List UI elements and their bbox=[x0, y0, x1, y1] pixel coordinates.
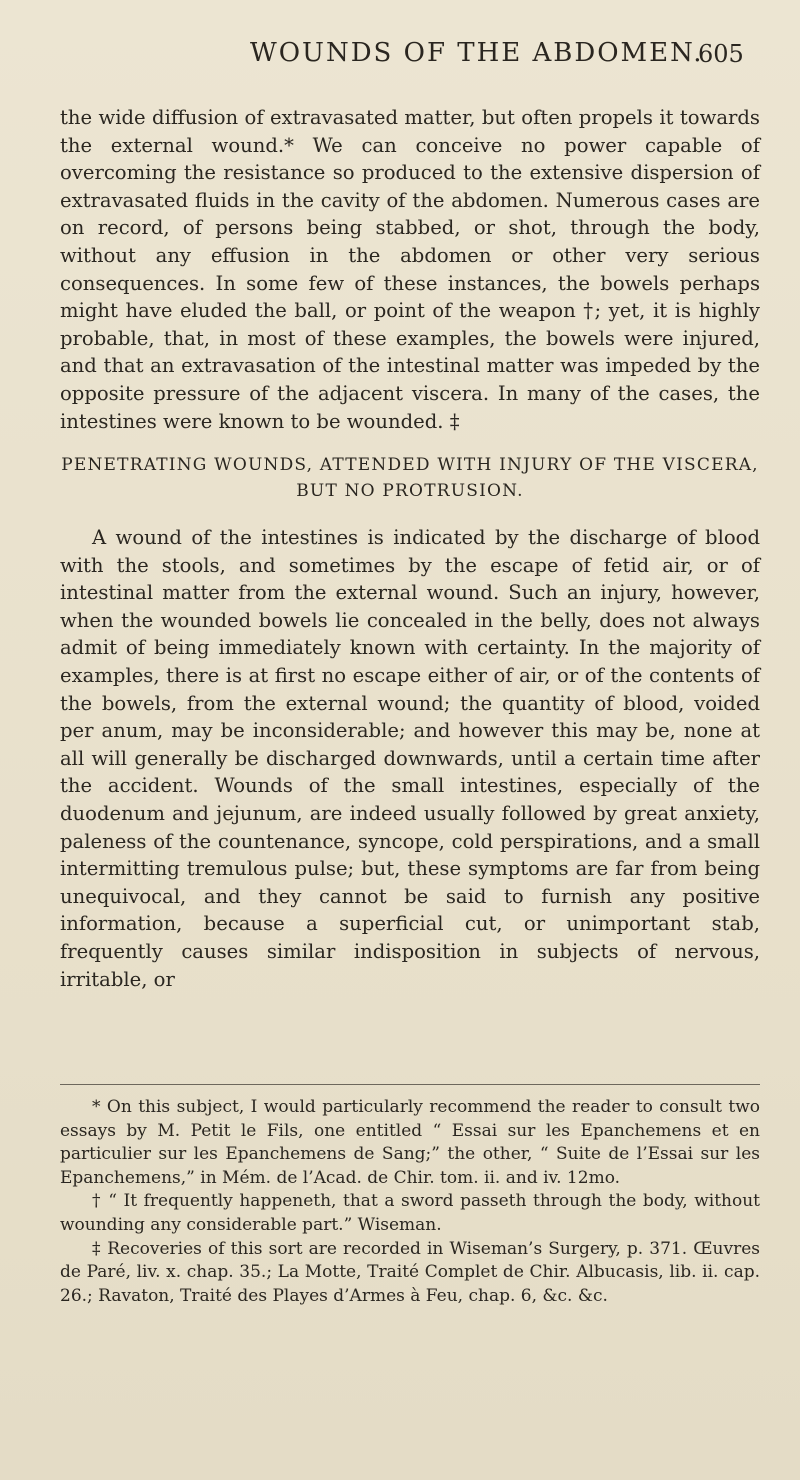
footnote-asterisk: * On this subject, I would particularly recommend the reader to consult two essays by M. Petit le Fils, one entitled “ Essai sur les Epanchemens et en particulier sur les Epanchemens de Sang;” the other, “ Suite de l’Essai sur les Epanchemens,” in Mém. de l’Acad. de Chir. tom. ii. and iv. 12mo. bbox=[60, 1097, 760, 1188]
paragraph-continuation: the wide diffusion of extravasated matter, but often propels it towards the external wound.* We can conceive no power capable of overcoming the resistance so produced to the extensive dispersion of extravasated fluids in the cavity of the abdomen. Numerous cases are on record, of persons being stabbed, or shot, through the body, without any effusion in the abdomen or other very serious consequences. In some few of these instances, the bowels perhaps might have eluded the ball, or point of the weapon †; yet, it is highly probable, that, in most of these examples, the bowels were injured, and that an extravasation of the intestinal matter was impeded by the opposite pressure of the adjacent viscera. In many of the cases, the intestines were known to be wounded. ‡ bbox=[60, 106, 760, 433]
footnote-double-dagger: ‡ Recoveries of this sort are recorded in Wiseman’s Surgery, p. 371. Œuvres de Paré, liv. x. chap. 35.; La Motte, Traité Complet de Chir. Albucasis, lib. ii. cap. 26.; Ravaton, Traité des Playes d’Armes à Feu, chap. 6, &c. &c. bbox=[60, 1238, 760, 1306]
section-heading: PENETRATING WOUNDS, ATTENDED WITH INJURY OF THE VISCERA, BUT NO PROTRUSION. bbox=[61, 455, 759, 501]
footnotes bbox=[60, 1096, 760, 1308]
footnote-divider bbox=[60, 1084, 760, 1085]
page-header bbox=[0, 38, 800, 78]
paragraph-intestine-wounds: A wound of the intestines is indicated by the discharge of blood with the stools, and sometimes by the escape of fetid air, or of intestinal matter from the external wound. Such an injury, however, when the wounded bowels lie concealed in the belly, does not always admit of being immediately known with certainty. In the majority of examples, there is at first no escape either of air, or of the contents of the bowels, from the external wound; the quantity of blood, voided per anum, may be inconsiderable; and however this may be, none at all will generally be discharged downwards, until a certain time after the accident. Wounds of the small intestines, especially of the duodenum and jejunum, are indeed usually followed by great anxiety, paleness of the countenance, syncope, cold perspirations, and a small intermitting tremulous pulse; but, these symptoms are far from being unequivocal, and they cannot be said to furnish any positive information, because a superficial cut, or unimportant stab, frequently causes similar indisposition in subjects of nervous, irritable, or bbox=[60, 526, 760, 991]
page-number: 605 bbox=[698, 40, 744, 68]
footnote-dagger: † “ It frequently happeneth, that a sword passeth through the body, without wounding any considerable part.” Wiseman. bbox=[60, 1191, 760, 1235]
running-title: WOUNDS OF THE ABDOMEN. bbox=[250, 38, 704, 68]
